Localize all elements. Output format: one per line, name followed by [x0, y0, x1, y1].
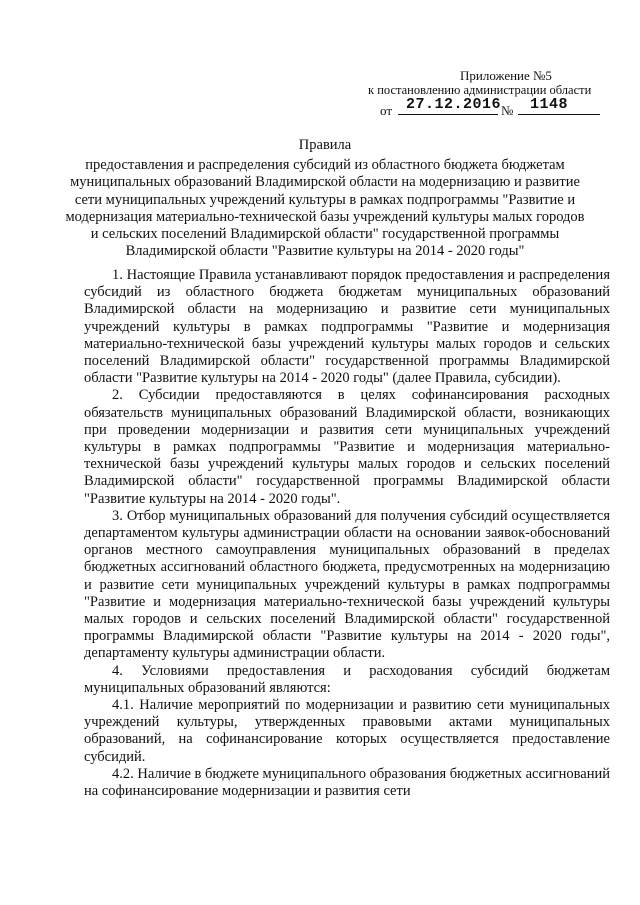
decree-date: 27.12.2016 — [406, 96, 502, 113]
date-underline — [398, 114, 498, 115]
document-heading: Правила — [298, 137, 352, 153]
number-sign-label: № — [501, 103, 514, 118]
document-subtitle: предоставления и распределения субсидий из областного бюджета бюджетам муниципальных образований Владимирской области на модернизацию и развитие сети муниципальных учреждений культуры в рамках подпрограммы "Развитие и модернизация материально-технической базы учреждений культуры малых городов и сельских поселений Владимирской области" государственной программы Владимирской области "Развитие культуры на 2014 - 2020 годы" — [65, 157, 585, 260]
paragraph-3: 3. Отбор муниципальных образований для получения субсидий осуществляется департаментом культуры администрации области на основании заявок-обоснований органов местного самоуправления муниципальных образований в пределах бюджетных ассигнований областного бюджета, предусмотренных на модернизацию и развитие сети муниципальных учреждений культуры в рамках подпрограммы "Развитие и модернизация материально-технической базы учреждений культуры малых городов и сельских поселений Владимирской области" государственной программы Владимирской области "Развитие культуры на 2014 - 2020 годы", департаменту культуры администрации области. — [84, 507, 610, 662]
appendix-reference: к постановлению администрации области — [368, 83, 592, 97]
appendix-block — [368, 68, 608, 119]
decree-number: 1148 — [530, 96, 569, 113]
appendix-date-number — [368, 96, 608, 119]
paragraph-1: 1. Настоящие Правила устанавливают порядок предоставления и распределения субсидий из областного бюджета бюджетам муниципальных образований Владимирской области на модернизацию и развитие сети муниципальных учреждений культуры в рамках подпрограммы "Развитие и модернизация материально-технической базы учреждений культуры малых городов и сельских поселений Владимирской области" государственной программы Владимирской области "Развитие культуры на 2014 - 2020 годы" (далее Правила, субсидии). — [84, 267, 610, 387]
date-prefix-label: от — [380, 103, 393, 118]
paragraph-4-2: 4.2. Наличие в бюджете муниципального образования бюджетных ассигнований на софинансирование модернизации и развития сети — [84, 765, 610, 800]
paragraph-2: 2. Субсидии предоставляются в целях софинансирования расходных обязательств муниципальных образований Владимирской области, возникающих при проведении модернизации и развития сети муниципальных учреждений культуры в рамках подпрограммы "Развитие и модернизация материально-технической базы учреждений культуры малых городов и сельских поселений Владимирской области" государственной программы Владимирской области "Развитие культуры на 2014 - 2020 годы". — [84, 387, 610, 507]
number-underline — [518, 114, 600, 115]
document-title-block — [60, 137, 590, 260]
paragraph-4: 4. Условиями предоставления и расходования субсидий бюджетам муниципальных образований являются: — [84, 662, 610, 696]
document-body — [84, 267, 610, 800]
paragraph-4-1: 4.1. Наличие мероприятий по модернизации и развитию сети муниципальных учреждений культуры, утвержденных правовыми актами муниципальных образований, на софинансирование которых осуществляется предоставление субсидий. — [84, 697, 610, 765]
appendix-title: Приложение №5 — [460, 68, 552, 83]
